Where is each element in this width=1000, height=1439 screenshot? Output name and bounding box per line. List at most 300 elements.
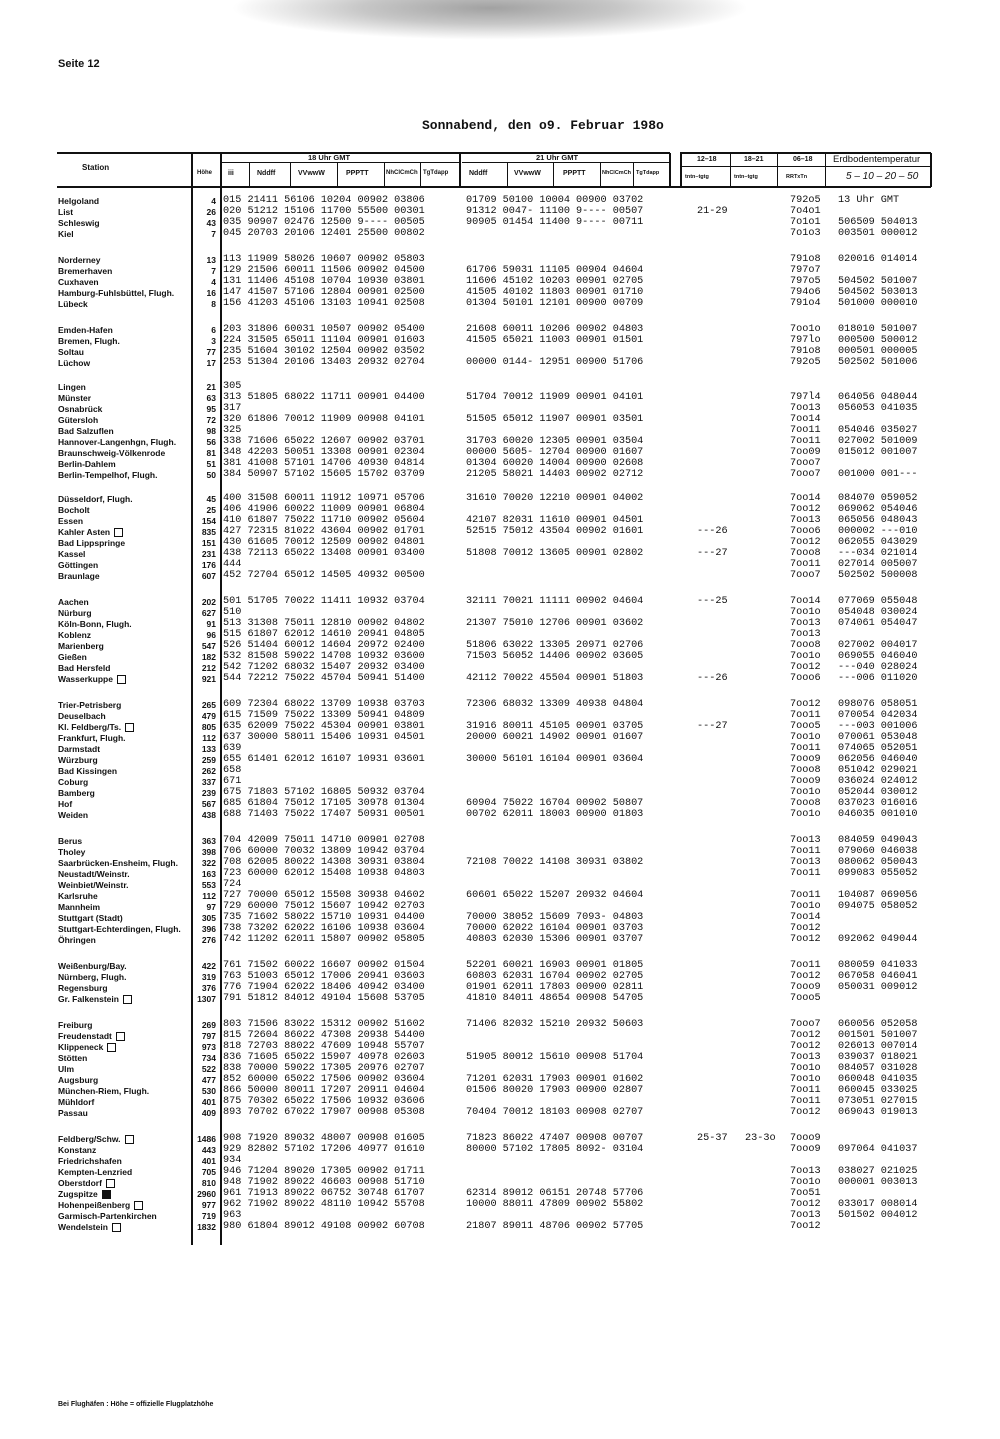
obs-21-gmt: 72108 70022 14108 30931 03802: [466, 857, 644, 868]
rr-tx-tn: 7oo12: [790, 537, 821, 548]
obs-21-gmt: 51808 70012 13605 00901 02802: [466, 548, 644, 559]
station-name: Bamberg: [58, 788, 95, 798]
station-height: 43: [206, 218, 216, 228]
station-name: Weiden: [58, 810, 89, 820]
soil-temperature: 506509 504013: [838, 217, 918, 228]
obs-18-gmt: 427 72315 81022 43604 00902 01701: [223, 526, 425, 537]
soil-temperature: 504502 503013: [838, 287, 918, 298]
soil-temperature: 027014 005007: [838, 559, 918, 570]
header-nddff: Nddff: [257, 170, 276, 177]
station-name: Marienberg: [58, 641, 104, 651]
station-name: Bremen, Flugh.: [58, 336, 120, 346]
soil-temperature: 501000 000010: [838, 298, 918, 309]
station-height: 805: [201, 722, 216, 732]
obs-18-gmt: 818 72703 88022 47609 10948 55707: [223, 1041, 425, 1052]
station-height: 95: [206, 404, 216, 414]
rr-tx-tn: 7ooo7: [790, 458, 821, 469]
temp-range-a: ---26: [697, 673, 728, 684]
rr-tx-tn: 7oo12: [790, 504, 821, 515]
station-height: 276: [201, 935, 216, 945]
obs-18-gmt: 708 62005 80022 14308 30931 03804: [223, 857, 425, 868]
station-name: Deuselbach: [58, 711, 106, 721]
obs-18-gmt: 962 71902 89022 48110 10942 55708: [223, 1199, 425, 1210]
station-height: 547: [201, 641, 216, 651]
obs-18-gmt: 948 71902 89022 46603 00908 51710: [223, 1177, 425, 1188]
station-name: Freudenstadt: [58, 1031, 125, 1041]
obs-18-gmt: 156 41203 45106 13103 10941 02508: [223, 298, 425, 309]
soil-temperature: 054048 030024: [838, 607, 918, 618]
column-rule: [669, 153, 671, 187]
soil-temperature: 073051 027015: [838, 1096, 918, 1107]
station-height: 63: [206, 393, 216, 403]
soil-temperature: 098076 058051: [838, 699, 918, 710]
rr-tx-tn: 7oo12: [790, 934, 821, 945]
obs-21-gmt: 60803 62031 16704 00902 02705: [466, 971, 644, 982]
rr-tx-tn: 7oo14: [790, 414, 821, 425]
header-21-gmt: 21 Uhr GMT: [536, 153, 579, 162]
station-name: Oberstdorf: [58, 1178, 115, 1188]
header-vvwww: VVwwW: [298, 170, 325, 177]
temp-range-a: ---27: [697, 548, 728, 559]
obs-18-gmt: 544 72212 75022 45704 50941 51400: [223, 673, 425, 684]
rr-tx-tn: 7oo11: [790, 846, 821, 857]
obs-18-gmt: 609 72304 68022 13709 10938 03703: [223, 699, 425, 710]
obs-18-gmt: 934: [223, 1155, 242, 1166]
station-height: 705: [201, 1167, 216, 1177]
obs-21-gmt: 00000 0144- 12951 00900 51706: [466, 357, 644, 368]
header-rule: [57, 186, 931, 188]
obs-21-gmt: 42107 82031 11610 00901 04501: [466, 515, 644, 526]
station-height: 409: [201, 1108, 216, 1118]
rr-tx-tn: 7oo11: [790, 868, 821, 879]
obs-21-gmt: 21205 58021 14403 00902 02712: [466, 469, 644, 480]
soil-temperature: 080059 041033: [838, 960, 918, 971]
obs-21-gmt: 30000 56101 16104 00901 03604: [466, 754, 644, 765]
soil-temperature: 074061 054047: [838, 618, 918, 629]
station-height: 401: [201, 1097, 216, 1107]
rr-tx-tn: 7oo12: [790, 662, 821, 673]
obs-21-gmt: 41505 65021 11003 00901 01501: [466, 335, 644, 346]
obs-18-gmt: 866 50000 80011 17207 20911 04604: [223, 1085, 425, 1096]
soil-temperature: 033017 008014: [838, 1199, 918, 1210]
soil-temperature: 084070 059052: [838, 493, 918, 504]
header-station: Station: [82, 163, 110, 172]
obs-21-gmt: 51806 63022 13305 20971 02706: [466, 640, 644, 651]
station-height: 26: [206, 207, 216, 217]
obs-18-gmt: 325: [223, 425, 242, 436]
obs-21-gmt: 31610 70020 12210 00901 04002: [466, 493, 644, 504]
obs-18-gmt: 658: [223, 765, 242, 776]
rr-tx-tn: 791o8: [790, 254, 821, 265]
header-erdboden: Erdbodentemperatur: [833, 154, 921, 165]
page-number: Seite 12: [58, 58, 100, 70]
station-name: Bremerhaven: [58, 266, 113, 276]
station-height: 2960: [197, 1189, 216, 1199]
obs-18-gmt: 338 71606 65022 12607 00902 03701: [223, 436, 425, 447]
obs-18-gmt: 688 71403 75022 17407 50931 00501: [223, 809, 425, 820]
rr-tx-tn: 7oo14: [790, 493, 821, 504]
station-name: Wendelstein: [58, 1222, 121, 1232]
header-clouds-21: NhClCmCh: [602, 170, 632, 176]
soil-temperature: 065056 048043: [838, 515, 918, 526]
station-name: Würzburg: [58, 755, 98, 765]
obs-18-gmt: 305: [223, 381, 242, 392]
column-rule: [600, 162, 601, 187]
obs-18-gmt: 671: [223, 776, 242, 787]
station-name: Regensburg: [58, 983, 108, 993]
station-height: 7: [211, 266, 216, 276]
rr-tx-tn: 7oo12: [790, 1199, 821, 1210]
station-name: Lingen: [58, 382, 86, 392]
temp-range-a: ---26: [697, 526, 728, 537]
station-name: Köln-Bonn, Flugh.: [58, 619, 132, 629]
rr-tx-tn: 7oo11: [790, 425, 821, 436]
station-height: 231: [201, 549, 216, 559]
obs-18-gmt: 235 51604 30102 12504 00902 03502: [223, 346, 425, 357]
column-rule: [459, 153, 461, 187]
station-height: 16: [206, 288, 216, 298]
station-height: 72: [206, 415, 216, 425]
obs-21-gmt: 01304 60020 14004 00900 02608: [466, 458, 644, 469]
obs-18-gmt: 320 61806 70012 11909 00908 04101: [223, 414, 425, 425]
column-rule: [777, 153, 778, 187]
station-name: Zugspitze: [58, 1189, 111, 1199]
soil-temperature: 094075 058052: [838, 901, 918, 912]
rr-tx-tn: 7ooo7: [790, 570, 821, 581]
station-height: 607: [201, 571, 216, 581]
rr-tx-tn: 7ooo9: [790, 754, 821, 765]
obs-18-gmt: 035 90907 02476 12500 9---- 00505: [223, 217, 425, 228]
rr-tx-tn: 792o5: [790, 195, 821, 206]
obs-18-gmt: 852 60000 65022 17506 00902 03604: [223, 1074, 425, 1085]
obs-18-gmt: 444: [223, 559, 242, 570]
soil-temperature: 036024 024012: [838, 776, 918, 787]
soil-temperature: 000001 003013: [838, 1177, 918, 1188]
station-name: Bad Hersfeld: [58, 663, 111, 673]
temp-range-a: ---27: [697, 721, 728, 732]
station-height: 1486: [197, 1134, 216, 1144]
obs-21-gmt: 41505 40102 11803 00901 01710: [466, 287, 644, 298]
rr-tx-tn: 797o5: [790, 276, 821, 287]
column-rule: [384, 162, 385, 187]
station-height: 477: [201, 1075, 216, 1085]
obs-18-gmt: 224 31505 65011 11104 00901 01603: [223, 335, 425, 346]
temp-range-a: ---25: [697, 596, 728, 607]
soil-temperature: 000500 500012: [838, 335, 918, 346]
obs-18-gmt: 729 60000 75012 15607 10942 02703: [223, 901, 425, 912]
soil-temperature: 003501 000012: [838, 228, 918, 239]
soil-temperature: 097064 041037: [838, 1144, 918, 1155]
station-name: Kiel: [58, 229, 74, 239]
station-name: Kempten-Lenzried: [58, 1167, 133, 1177]
rr-tx-tn: 7oo13: [790, 857, 821, 868]
station-name: Stuttgart (Stadt): [58, 913, 123, 923]
obs-18-gmt: 815 72604 86022 47308 20938 54400: [223, 1030, 425, 1041]
column-rule: [290, 162, 291, 187]
header-06-18: 06–18: [793, 156, 813, 163]
rr-tx-tn: 7oo1o: [790, 651, 821, 662]
station-height: 133: [201, 744, 216, 754]
header-iii: iii: [228, 170, 234, 177]
rr-tx-tn: 7oo13: [790, 515, 821, 526]
station-name: Berlin-Dahlem: [58, 459, 116, 469]
station-height: 202: [201, 597, 216, 607]
soil-temperature: 079060 046038: [838, 846, 918, 857]
header-rr: RRTxTn: [786, 174, 808, 180]
soil-temperature: 038027 021025: [838, 1166, 918, 1177]
rr-tx-tn: 7o1o1: [790, 217, 821, 228]
rr-tx-tn: 7oo11: [790, 890, 821, 901]
soil-temperature: 018010 501007: [838, 324, 918, 335]
soil-temperature: 092062 049044: [838, 934, 918, 945]
station-name: Wasserkuppe: [58, 674, 126, 684]
station-name: Osnabrück: [58, 404, 103, 414]
station-name: Neustadt/Weinstr.: [58, 869, 130, 879]
obs-18-gmt: 655 61401 62012 16107 10931 03601: [223, 754, 425, 765]
obs-21-gmt: 71201 62031 17903 00901 01602: [466, 1074, 644, 1085]
station-name: Öhringen: [58, 935, 96, 945]
soil-temperature: 099083 055052: [838, 868, 918, 879]
soil-temperature: 060045 033025: [838, 1085, 918, 1096]
rr-tx-tn: 7oo1o: [790, 1177, 821, 1188]
rr-tx-tn: 794o6: [790, 287, 821, 298]
station-height: 401: [201, 1156, 216, 1166]
soil-temperature: 104087 069056: [838, 890, 918, 901]
rr-tx-tn: 7oo12: [790, 1030, 821, 1041]
station-height: 422: [201, 961, 216, 971]
obs-18-gmt: 704 42009 75011 14710 00901 02708: [223, 835, 425, 846]
soil-temperature: 001501 501007: [838, 1030, 918, 1041]
rr-tx-tn: 7ooo9: [790, 1133, 821, 1144]
rr-tx-tn: 7o4o1: [790, 206, 821, 217]
filled-square-icon: [102, 1190, 111, 1199]
rr-tx-tn: 7oo13: [790, 629, 821, 640]
soil-temperature: 070061 053048: [838, 732, 918, 743]
station-height: 4: [211, 196, 216, 206]
obs-21-gmt: 70404 70012 18103 00908 02707: [466, 1107, 644, 1118]
header-clouds: NhClCmCh: [386, 170, 418, 176]
station-height: 719: [201, 1211, 216, 1221]
obs-21-gmt: 80000 57102 17805 8092- 03104: [466, 1144, 644, 1155]
obs-18-gmt: 742 11202 62011 15807 00902 05805: [223, 934, 425, 945]
soil-temperature: 026013 007014: [838, 1041, 918, 1052]
rr-tx-tn: 7oo11: [790, 710, 821, 721]
header-18-gmt: 18 Uhr GMT: [308, 153, 351, 162]
station-name: Soltau: [58, 347, 84, 357]
soil-temperature: 504502 501007: [838, 276, 918, 287]
obs-21-gmt: 01506 80020 17903 00900 02807: [466, 1085, 644, 1096]
obs-21-gmt: 71503 56052 14406 00902 03605: [466, 651, 644, 662]
rr-tx-tn: 7o1o3: [790, 228, 821, 239]
station-name: Augsburg: [58, 1075, 99, 1085]
rr-tx-tn: 7oo1o: [790, 732, 821, 743]
station-height: 734: [201, 1053, 216, 1063]
obs-18-gmt: 836 71605 65022 15907 40978 02603: [223, 1052, 425, 1063]
temp-range-b: 23-3o: [745, 1133, 776, 1144]
obs-21-gmt: 42112 70022 45504 00901 51803: [466, 673, 644, 684]
station-height: 239: [201, 788, 216, 798]
obs-18-gmt: 615 71509 75022 13309 50941 04809: [223, 710, 425, 721]
obs-18-gmt: 526 51404 60012 14604 20972 02400: [223, 640, 425, 651]
soil-temperature: 050031 009012: [838, 982, 918, 993]
open-square-icon: [117, 675, 126, 684]
station-height: 797: [201, 1031, 216, 1041]
station-name: Norderney: [58, 255, 101, 265]
obs-21-gmt: 70000 38052 15609 7093- 04803: [466, 912, 644, 923]
station-name: Trier-Petrisberg: [58, 700, 122, 710]
header-hoehe: Höhe: [197, 170, 212, 176]
soil-temperature: 000501 000005: [838, 346, 918, 357]
station-name: Garmisch-Partenkirchen: [58, 1211, 157, 1221]
header-rule: [221, 162, 459, 163]
soil-temperature: 069043 019013: [838, 1107, 918, 1118]
station-name: Mühldorf: [58, 1097, 95, 1107]
station-name: Konstanz: [58, 1145, 97, 1155]
soil-temperature: 501502 004012: [838, 1210, 918, 1221]
obs-18-gmt: 685 61804 75012 17105 30978 01304: [223, 798, 425, 809]
open-square-icon: [112, 1223, 121, 1232]
soil-temperature: 062055 043029: [838, 537, 918, 548]
obs-21-gmt: 21608 60011 10206 00902 04803: [466, 324, 644, 335]
station-height: 259: [201, 755, 216, 765]
rr-tx-tn: 7oo11: [790, 1096, 821, 1107]
soil-temperature: 060048 041035: [838, 1074, 918, 1085]
obs-21-gmt: 71823 86022 47407 00908 00707: [466, 1133, 644, 1144]
obs-18-gmt: 430 61605 70012 12509 00902 04801: [223, 537, 425, 548]
obs-18-gmt: 406 41906 60022 11009 00901 06804: [223, 504, 425, 515]
soil-temperature: 070054 042034: [838, 710, 918, 721]
obs-18-gmt: 203 31806 60031 10507 00902 05400: [223, 324, 425, 335]
footer-note: Bei Flughäfen : Höhe = offizielle Flugplatzhöhe: [58, 1401, 214, 1408]
station-height: 337: [201, 777, 216, 787]
station-name: Stötten: [58, 1053, 88, 1063]
obs-18-gmt: 381 41008 57101 14706 40930 04814: [223, 458, 425, 469]
station-height: 112: [202, 733, 216, 743]
obs-21-gmt: 01304 50101 12101 00900 00709: [466, 298, 644, 309]
station-height: 973: [201, 1042, 216, 1052]
column-rule: [825, 153, 826, 187]
obs-21-gmt: 11606 45102 10203 00901 02705: [466, 276, 644, 287]
obs-18-gmt: 513 31308 75011 12810 00902 04802: [223, 618, 425, 629]
rr-tx-tn: 7ooo6: [790, 526, 821, 537]
obs-21-gmt: 52515 75012 43504 00902 01601: [466, 526, 644, 537]
soil-temperature: 13 Uhr GMT: [838, 195, 900, 206]
temp-range-a: 25-37: [697, 1133, 728, 1144]
open-square-icon: [106, 1179, 115, 1188]
station-height: 182: [201, 652, 216, 662]
rr-tx-tn: 7oo13: [790, 403, 821, 414]
obs-18-gmt: 400 31508 60011 11912 10971 05706: [223, 493, 425, 504]
obs-18-gmt: 253 51304 20106 13403 20932 02704: [223, 357, 425, 368]
rr-tx-tn: 7oo12: [790, 1221, 821, 1232]
obs-21-gmt: 90905 01454 11400 9---- 00711: [466, 217, 644, 228]
soil-temperature: ---003 001006: [838, 721, 918, 732]
station-name: Lüchow: [58, 358, 91, 368]
column-rule: [730, 153, 731, 187]
station-height: 363: [201, 836, 216, 846]
rr-tx-tn: 7oo11: [790, 743, 821, 754]
soil-temperature: 064056 048044: [838, 392, 918, 403]
rr-tx-tn: 791o8: [790, 346, 821, 357]
obs-21-gmt: 01709 50100 10004 00900 03702: [466, 195, 644, 206]
station-height: 77: [206, 347, 216, 357]
rr-tx-tn: 7oo11: [790, 559, 821, 570]
soil-temperature: 020016 014014: [838, 254, 918, 265]
station-height: 25: [206, 505, 216, 515]
obs-21-gmt: 20000 60021 14902 00901 01607: [466, 732, 644, 743]
station-height: 81: [206, 448, 216, 458]
soil-temperature: 000002 ---010: [838, 526, 918, 537]
station-height: 522: [201, 1064, 216, 1074]
obs-18-gmt: 438 72113 65022 13408 00901 03400: [223, 548, 425, 559]
header-nddff-21: Nddff: [469, 170, 488, 177]
rr-tx-tn: 7ooo7: [790, 469, 821, 480]
header-18-21: 18–21: [744, 156, 764, 163]
station-height: 4: [211, 277, 216, 287]
header-rule: [462, 162, 670, 163]
soil-temperature: 084059 049043: [838, 835, 918, 846]
obs-18-gmt: 113 11909 58026 10607 00902 05803: [223, 254, 425, 265]
soil-temperature: ---006 011020: [838, 673, 918, 684]
obs-18-gmt: 015 21411 56106 10204 00902 03806: [223, 195, 425, 206]
station-name: Bad Kissingen: [58, 766, 118, 776]
obs-18-gmt: 791 51812 84012 49104 15608 53705: [223, 993, 425, 1004]
station-name: Gütersloh: [58, 415, 99, 425]
station-height: 13: [206, 255, 216, 265]
rr-tx-tn: 7oo14: [790, 912, 821, 923]
rr-tx-tn: 7ooo8: [790, 798, 821, 809]
soil-temperature: ---040 028024: [838, 662, 918, 673]
rr-tx-tn: 7oo12: [790, 923, 821, 934]
station-name: Braunlage: [58, 571, 100, 581]
rr-tx-tn: 797o7: [790, 265, 821, 276]
obs-18-gmt: 875 70302 65022 17506 10932 03606: [223, 1096, 425, 1107]
station-name: Hamburg-Fuhlsbüttel, Flugh.: [58, 288, 175, 298]
rr-tx-tn: 7oo51: [790, 1188, 821, 1199]
obs-18-gmt: 313 51805 68022 11711 00901 04400: [223, 392, 425, 403]
station-name: Freiburg: [58, 1020, 93, 1030]
column-rule: [249, 162, 250, 187]
station-name: Helgoland: [58, 196, 100, 206]
obs-18-gmt: 410 61807 75022 11710 00902 05604: [223, 515, 425, 526]
open-square-icon: [116, 1032, 125, 1041]
station-name: Feldberg/Schw.: [58, 1134, 134, 1144]
rr-tx-tn: 7oo13: [790, 1210, 821, 1221]
obs-21-gmt: 21807 89011 48706 00902 57705: [466, 1221, 644, 1232]
station-name: Göttingen: [58, 560, 99, 570]
soil-temperature: 037023 016016: [838, 798, 918, 809]
open-square-icon: [134, 1201, 143, 1210]
rr-tx-tn: 7oo1o: [790, 607, 821, 618]
open-square-icon: [123, 995, 132, 1004]
obs-21-gmt: 00000 5605- 12704 00900 01607: [466, 447, 644, 458]
rr-tx-tn: 7oo1o: [790, 324, 821, 335]
obs-21-gmt: 62314 89012 06151 20748 57706: [466, 1188, 644, 1199]
station-height: 91: [206, 619, 216, 629]
station-height: 265: [201, 700, 216, 710]
obs-18-gmt: 963: [223, 1210, 242, 1221]
station-name: München-Riem, Flugh.: [58, 1086, 150, 1096]
obs-18-gmt: 961 71913 89022 06752 30748 61707: [223, 1188, 425, 1199]
obs-18-gmt: 724: [223, 879, 242, 890]
obs-18-gmt: 929 82802 57102 17206 40977 01610: [223, 1144, 425, 1155]
station-height: 479: [201, 711, 216, 721]
soil-temperature: 077069 055048: [838, 596, 918, 607]
obs-18-gmt: 452 72704 65012 14505 40932 00500: [223, 570, 425, 581]
station-name: Mannheim: [58, 902, 101, 912]
column-rule: [420, 162, 421, 187]
column-rule: [680, 153, 682, 187]
